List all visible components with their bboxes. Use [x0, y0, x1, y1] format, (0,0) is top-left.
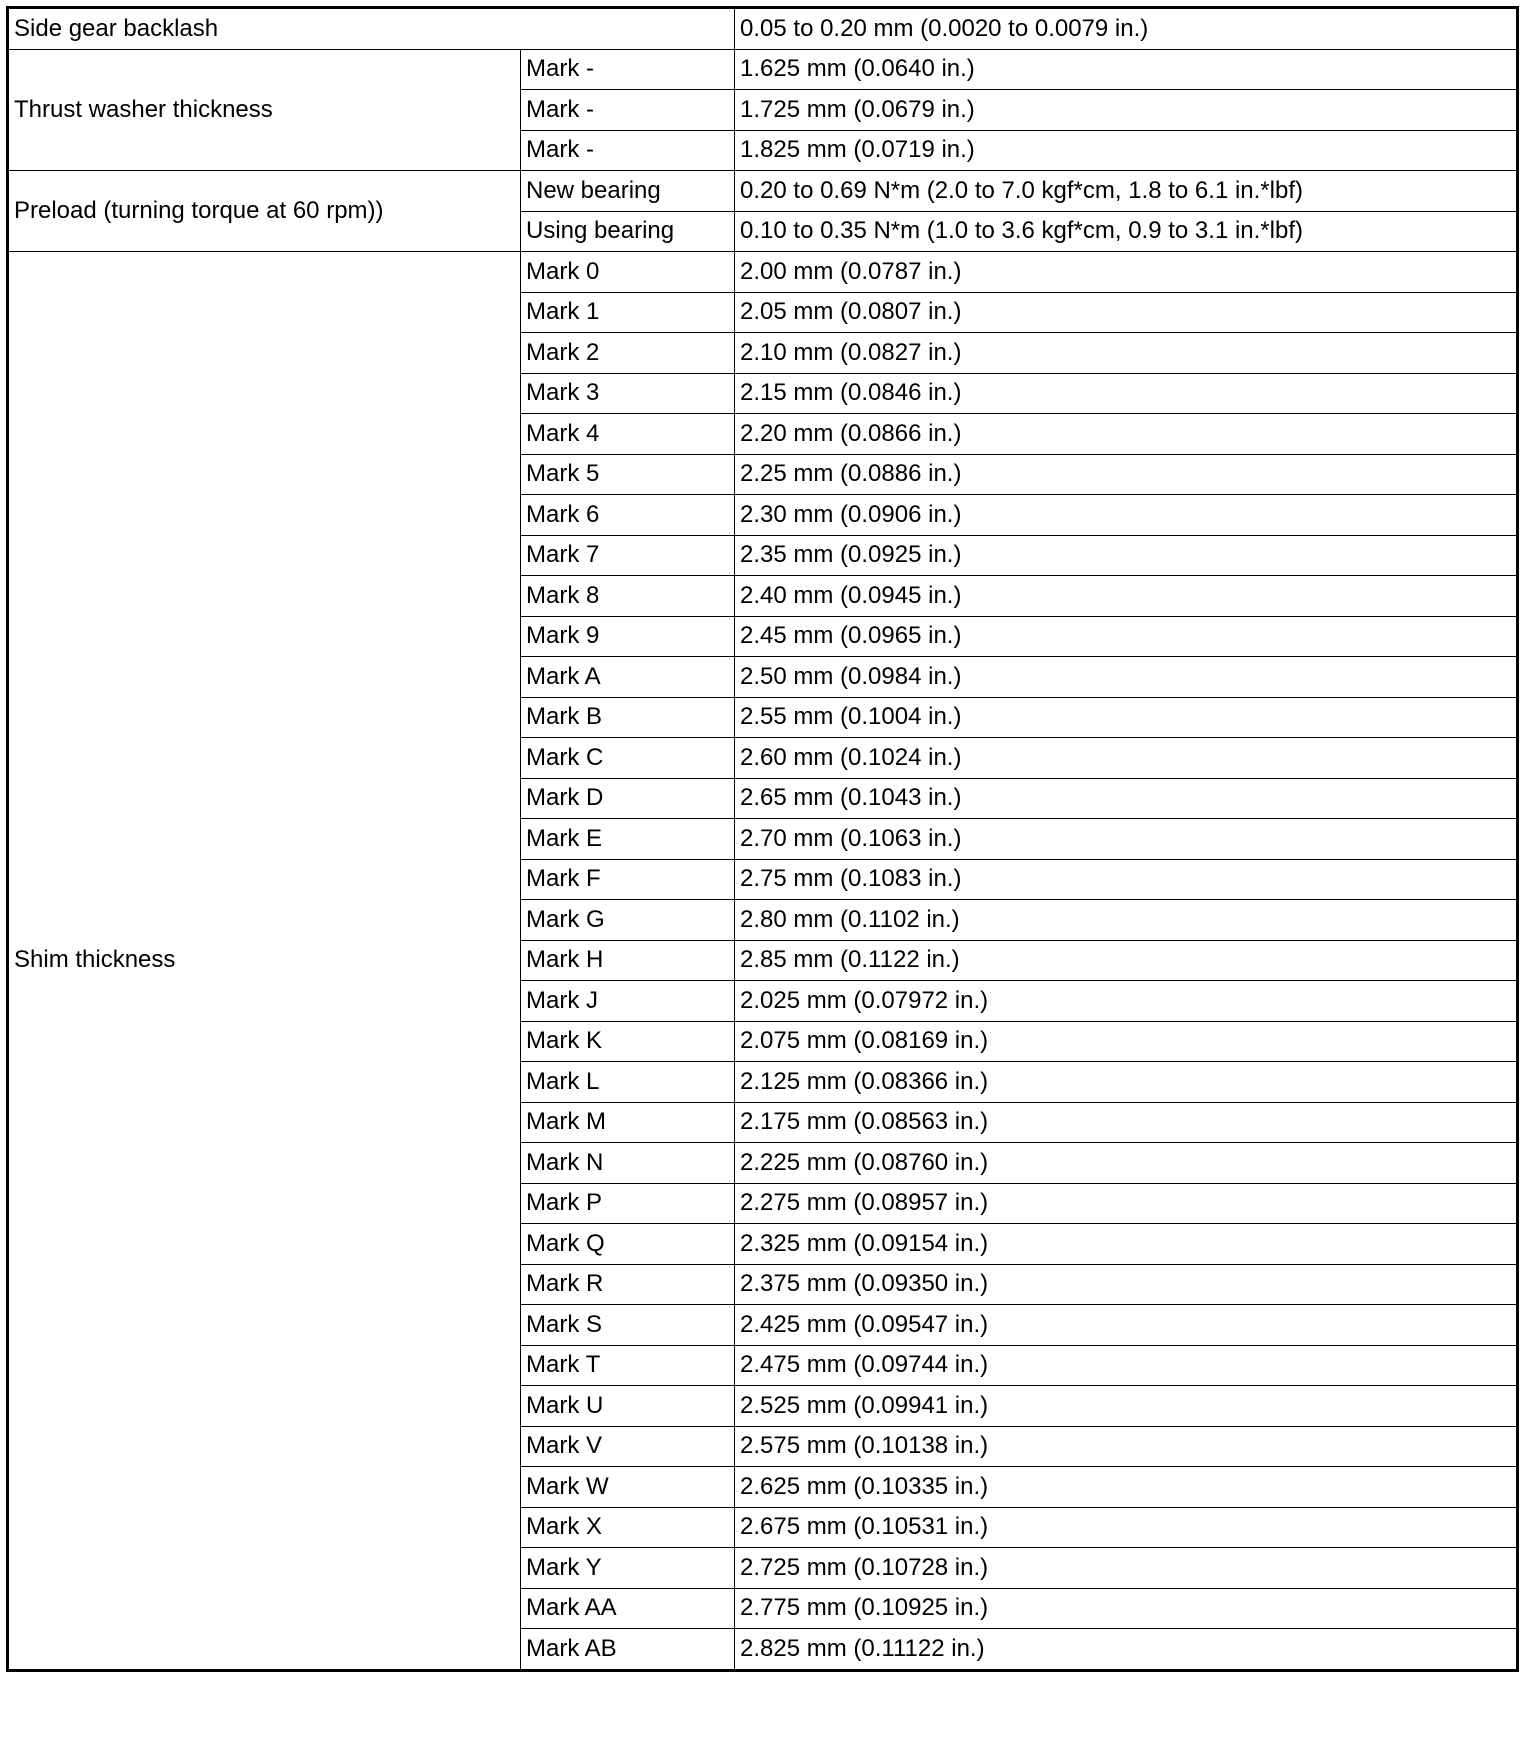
value-cell: 2.60 mm (0.1024 in.)	[735, 738, 1518, 779]
condition-cell: Mark -	[521, 130, 735, 171]
parameter-cell: Thrust washer thickness	[8, 49, 521, 171]
condition-cell: Mark Q	[521, 1224, 735, 1265]
condition-cell: Mark N	[521, 1143, 735, 1184]
value-cell: 2.10 mm (0.0827 in.)	[735, 333, 1518, 374]
value-cell: 2.575 mm (0.10138 in.)	[735, 1426, 1518, 1467]
value-cell: 2.525 mm (0.09941 in.)	[735, 1386, 1518, 1427]
value-cell: 2.70 mm (0.1063 in.)	[735, 819, 1518, 860]
value-cell: 2.05 mm (0.0807 in.)	[735, 292, 1518, 333]
value-cell: 2.45 mm (0.0965 in.)	[735, 616, 1518, 657]
condition-cell: Mark M	[521, 1102, 735, 1143]
condition-cell: Mark 8	[521, 576, 735, 617]
condition-cell: Mark 3	[521, 373, 735, 414]
value-cell: 2.175 mm (0.08563 in.)	[735, 1102, 1518, 1143]
condition-cell: Mark 4	[521, 414, 735, 455]
table-row	[8, 8, 1518, 50]
condition-cell: Mark -	[521, 90, 735, 131]
value-cell: 2.35 mm (0.0925 in.)	[735, 535, 1518, 576]
value-cell: 2.50 mm (0.0984 in.)	[735, 657, 1518, 698]
condition-cell: Mark Y	[521, 1548, 735, 1589]
condition-cell: Mark J	[521, 981, 735, 1022]
value-cell: 2.825 mm (0.11122 in.)	[735, 1629, 1518, 1671]
value-cell: 2.40 mm (0.0945 in.)	[735, 576, 1518, 617]
condition-cell: Mark E	[521, 819, 735, 860]
condition-cell: Mark W	[521, 1467, 735, 1508]
value-cell: 2.425 mm (0.09547 in.)	[735, 1305, 1518, 1346]
value-cell: 2.325 mm (0.09154 in.)	[735, 1224, 1518, 1265]
value-cell: 2.075 mm (0.08169 in.)	[735, 1021, 1518, 1062]
value-cell: 2.55 mm (0.1004 in.)	[735, 697, 1518, 738]
value-cell: 2.80 mm (0.1102 in.)	[735, 900, 1518, 941]
value-cell: 2.475 mm (0.09744 in.)	[735, 1345, 1518, 1386]
parameter-cell: Preload (turning torque at 60 rpm))	[8, 171, 521, 252]
condition-cell: Mark V	[521, 1426, 735, 1467]
condition-cell: Mark R	[521, 1264, 735, 1305]
table-row	[8, 171, 1518, 212]
value-cell: 2.775 mm (0.10925 in.)	[735, 1588, 1518, 1629]
condition-cell: Mark 6	[521, 495, 735, 536]
condition-cell: Mark C	[521, 738, 735, 779]
condition-cell: Mark P	[521, 1183, 735, 1224]
condition-cell: Mark 0	[521, 252, 735, 293]
condition-cell: Mark -	[521, 49, 735, 90]
value-cell: 2.25 mm (0.0886 in.)	[735, 454, 1518, 495]
condition-cell: Mark X	[521, 1507, 735, 1548]
value-cell: 0.05 to 0.20 mm (0.0020 to 0.0079 in.)	[735, 8, 1518, 50]
parameter-cell: Shim thickness	[8, 252, 521, 1671]
parameter-cell: Side gear backlash	[8, 8, 735, 50]
value-cell: 2.20 mm (0.0866 in.)	[735, 414, 1518, 455]
condition-cell: Mark G	[521, 900, 735, 941]
condition-cell: Mark F	[521, 859, 735, 900]
value-cell: 2.225 mm (0.08760 in.)	[735, 1143, 1518, 1184]
value-cell: 2.275 mm (0.08957 in.)	[735, 1183, 1518, 1224]
value-cell: 2.625 mm (0.10335 in.)	[735, 1467, 1518, 1508]
value-cell: 1.625 mm (0.0640 in.)	[735, 49, 1518, 90]
value-cell: 2.15 mm (0.0846 in.)	[735, 373, 1518, 414]
value-cell: 1.825 mm (0.0719 in.)	[735, 130, 1518, 171]
condition-cell: Mark AA	[521, 1588, 735, 1629]
table-row	[8, 49, 1518, 90]
value-cell: 2.375 mm (0.09350 in.)	[735, 1264, 1518, 1305]
condition-cell: Mark H	[521, 940, 735, 981]
value-cell: 2.65 mm (0.1043 in.)	[735, 778, 1518, 819]
condition-cell: Using bearing	[521, 211, 735, 252]
condition-cell: Mark B	[521, 697, 735, 738]
condition-cell: Mark A	[521, 657, 735, 698]
value-cell: 2.00 mm (0.0787 in.)	[735, 252, 1518, 293]
table-row	[8, 252, 1518, 293]
value-cell: 2.025 mm (0.07972 in.)	[735, 981, 1518, 1022]
condition-cell: Mark T	[521, 1345, 735, 1386]
value-cell: 2.125 mm (0.08366 in.)	[735, 1062, 1518, 1103]
value-cell: 1.725 mm (0.0679 in.)	[735, 90, 1518, 131]
value-cell: 2.85 mm (0.1122 in.)	[735, 940, 1518, 981]
value-cell: 2.675 mm (0.10531 in.)	[735, 1507, 1518, 1548]
condition-cell: Mark 5	[521, 454, 735, 495]
spec-table	[6, 6, 1519, 1672]
condition-cell: Mark 2	[521, 333, 735, 374]
condition-cell: Mark 7	[521, 535, 735, 576]
value-cell: 2.30 mm (0.0906 in.)	[735, 495, 1518, 536]
condition-cell: Mark 9	[521, 616, 735, 657]
value-cell: 2.75 mm (0.1083 in.)	[735, 859, 1518, 900]
condition-cell: Mark S	[521, 1305, 735, 1346]
condition-cell: Mark 1	[521, 292, 735, 333]
condition-cell: Mark U	[521, 1386, 735, 1427]
value-cell: 0.10 to 0.35 N*m (1.0 to 3.6 kgf*cm, 0.9 to 3.1 in.*lbf)	[735, 211, 1518, 252]
condition-cell: Mark D	[521, 778, 735, 819]
condition-cell: Mark AB	[521, 1629, 735, 1671]
spec-table-body	[8, 8, 1518, 1671]
value-cell: 0.20 to 0.69 N*m (2.0 to 7.0 kgf*cm, 1.8 to 6.1 in.*lbf)	[735, 171, 1518, 212]
value-cell: 2.725 mm (0.10728 in.)	[735, 1548, 1518, 1589]
condition-cell: New bearing	[521, 171, 735, 212]
condition-cell: Mark K	[521, 1021, 735, 1062]
condition-cell: Mark L	[521, 1062, 735, 1103]
